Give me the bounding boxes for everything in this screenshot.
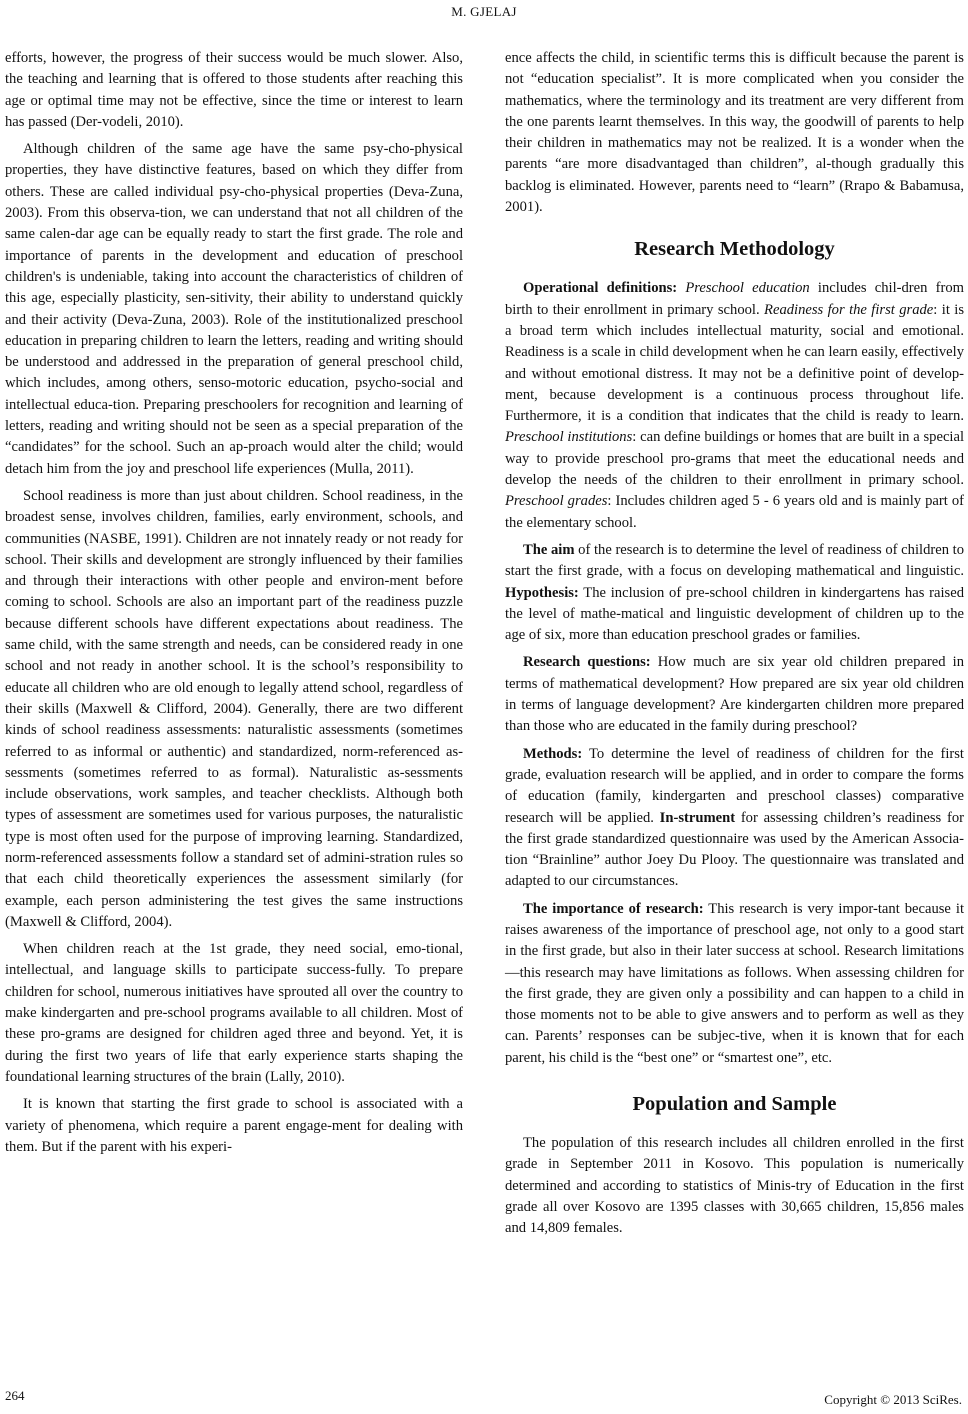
paragraph: Although children of the same age have the same psy-cho-physical properties, they have distinctive features, based on which they differ from others. These are called individual psy-cho-physical properties (Deva-Zuna, 2003). From this observa-tion, we can understand that not all children of the same calen-dar age can be equally ready to start the first grade. The role and importance of parents in the development and education of preschool children's is undeniable, taking into account the characteristics of children of this age, especially plasticity, sen-sitivity, their ability to understand quickly and their activity (Deva-Zuna, 2003). Role of the institutionalized preschool education in preparing children to learn the letters, reading and writing should be understood and addressed in the preparation of general preschool child, which includes, among others, senso-motoric education, psycho-social and intellectual educa-tion. Preparing preschoolers for recognition and learning of letters, reading and writing should not be seen as a special preparation of the “candidates” for the school. Such an ap-proach would alter the child; would detach him from the joy and preschool life experiences (Mulla, 2011). bbox=[5, 141, 463, 477]
text: : it is a broad term which includes intellectual maturity, social and emotional. Readiness is a scale in child development when he can learn easily, effectively and without emotional distress. It may not be a definitive point of develop-ment, because development is a continuous process throughout life. Furthermore, it is a condition that indicates that the child is ready to learn. bbox=[505, 301, 965, 425]
paragraph-population: The population of this research includes all children enrolled in the first grade in September 2011 in Kosovo. This population is numerically determined and according to statistics of Minis-try of Education in the first grade all over Kosovo are 1395 classes with 30,665 children, 15,856 males and 14,809 females. bbox=[505, 1135, 964, 1237]
paragraph: It is known that starting the first grade to school is associated with a variety of phenomena, which require a parent engage-ment for dealing with them. But if the parent with his experi- bbox=[5, 1096, 463, 1155]
paragraph-aim bbox=[505, 540, 964, 646]
paragraph: efforts, however, the progress of their success would be much slower. Also, the teaching and learning that is offered to those students after reaching this age or optimal time may not be effective, since the time or interest to learn has passed (Der-vodeli, 2010). bbox=[5, 50, 463, 130]
section-heading-population-and-sample: Population and Sample bbox=[632, 1093, 837, 1116]
paragraph: ence affects the child, in scientific terms this is difficult because the parent is not “education specialist”. It is more complicated when you consider the mathematics, where the terminology and its treatment are very different from the one parents learnt themselves. In this way, the goodwill of parents to help their children in mathematics may not be realized. It is a wonder when the parents “are more disadvantaged than children”, al-though gradually this backlog is eliminated. However, parents need to “learn” (Rrapo & Babamusa, 2001). bbox=[505, 50, 964, 216]
text: The inclusion of pre-school children in kindergartens has raised the level of mathe-matical and linguistic development of children up to the age of six, more than education preschool grades or families. bbox=[505, 584, 964, 644]
text: for assessing children’s readiness for the first grade standardized questionnaire was used by the American Associa-tion “Brainline” author Joey Du Plooy. The questionnaire was translated and adapted to our circumstances. bbox=[505, 809, 964, 890]
section-heading-research-methodology: Research Methodology bbox=[634, 238, 835, 261]
text: This research is very impor-tant because it raises awareness of the importance of preschool age, not only to a good start in the first grade, but also in their later success at school. Research limitations—this research may have limitations as follows. When assessing children for the first grade, they are given only a possibility and can happen to a child in those moments not to be able to give answers and to perform as well as they can. Parents’ responses can be subjec-tive, when it is known that for each parent, his child is the “best one” or “smartest one”, etc. bbox=[505, 900, 965, 1066]
text: : can define buildings or homes that are built in a special way to provide preschool pro-grams that meet the educational needs and develop the needs of the children to their enrollment in primary school. bbox=[505, 429, 965, 489]
paragraph-methods bbox=[505, 744, 964, 893]
bold-label: Hypothesis: bbox=[505, 584, 579, 601]
paragraph: When children reach at the 1st grade, they need social, emo-tional, intellectual, and language skills to participate success-fully. To prepare children for school, numerous initiatives have sprouted all over the country to make kindergarten and pre-school programs available to all children. Most of these pro-grams are designed for children aged three and beyond. Yet, it is during the first two years of life that early experience starts shaping the foundational learning structures of the brain (Lally, 2010). bbox=[5, 941, 463, 1085]
right-column bbox=[505, 48, 964, 1246]
left-column bbox=[5, 48, 463, 1164]
running-head: M. GJELAJ bbox=[451, 4, 517, 19]
bold-label: Research questions: bbox=[523, 654, 651, 671]
text: : Includes children aged 5 - 6 years old and is mainly part of the elementary school. bbox=[505, 493, 964, 531]
bold-label: Operational definitions: bbox=[523, 280, 678, 297]
italic-term: Preschool institutions bbox=[505, 429, 633, 446]
paragraph: School readiness is more than just about children. School readiness, in the broadest sense, involves children, families, early environment, schools, and communities (NASBE, 1991). Children are not innately ready or not ready for school. Their skills and development are strongly influenced by their families and through their interactions with other people and environ-ment before coming to school. Schools are also an important part of the readiness puzzle because different schools have different expectations about readiness. The same child, with the same strength and needs, can be considered ready in one school and not ready in another school. It is the school’s responsibility to educate all children who are old enough to legally attend school, regardless of their skills (Maxwell & Clifford, 2004). Generally, there are two different kinds of school readiness assessments: naturalistic assessments (sometimes referred to as informal or authentic) and standardized, norm-referenced as-sessments (sometimes referred to as formal). Naturalistic as-sessments include observations, work samples, and teacher checklists. Although both types of assessment are sometimes used for various purposes, the naturalistic type is most often used for the purpose of improving learning. Standardized, norm-referenced assessments follow a standard set of admini-stration rules so that each child theoretically experiences the assessment similarly (for example, each person administering the test gives the same instructions (Maxwell & Clifford, 2004). bbox=[5, 487, 463, 930]
paragraph-research-questions bbox=[505, 652, 964, 737]
page-number: 264 bbox=[5, 1388, 25, 1403]
italic-term: Readiness for the first grade bbox=[764, 301, 934, 318]
text: of the research is to determine the level of readiness of children to start the first grade, with a focus on developing mathematical and linguistic. bbox=[505, 541, 965, 580]
bold-label: The aim bbox=[523, 541, 575, 558]
copyright-notice: Copyright © 2013 SciRes. bbox=[824, 1392, 962, 1407]
text: includes chil-dren from birth to their enrollment in primary school. bbox=[505, 280, 964, 318]
bold-label: The importance of research: bbox=[523, 900, 704, 917]
paragraph-operational-definitions bbox=[505, 278, 964, 534]
bold-label: Methods: bbox=[523, 745, 583, 762]
italic-term: Preschool grades bbox=[505, 493, 608, 510]
paragraph-importance bbox=[505, 899, 964, 1069]
text: How much are six year old children prepared in terms of mathematical development? How prepared are six year old children in terms of language development? Are kindergarten children more prepared than those who are educated in the family during preschool? bbox=[505, 654, 964, 735]
italic-term: Preschool education bbox=[685, 280, 810, 297]
bold-label: In-strument bbox=[659, 809, 736, 826]
text: To determine the level of readiness of children for the first grade, evaluation research will be applied, and in order to compare the forms of education (family, kindergarten and preschool classes) comparative research will be applied. bbox=[505, 745, 964, 826]
